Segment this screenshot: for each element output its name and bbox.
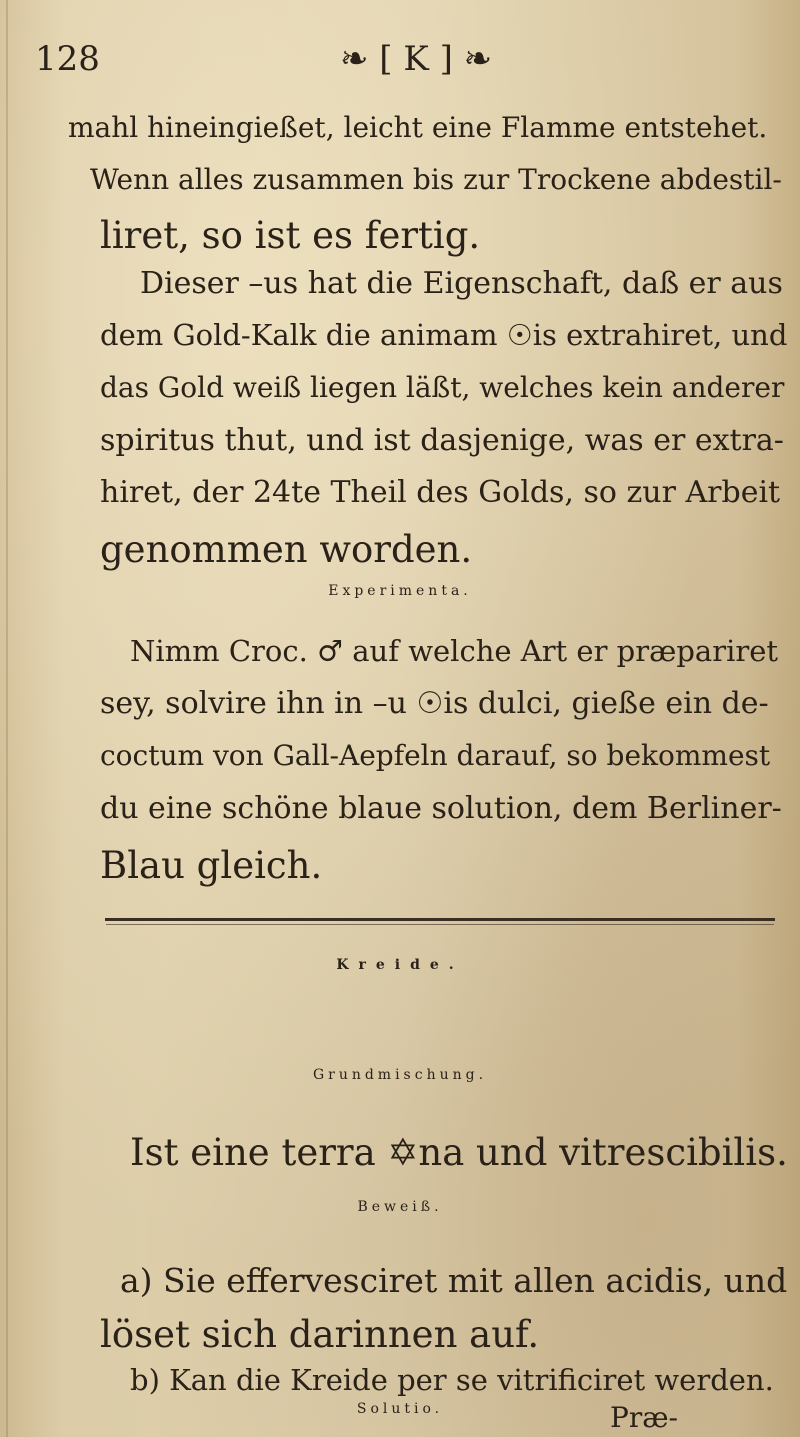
text-line: liret, so ist es fertig. xyxy=(100,214,481,257)
text-line: genommen worden. xyxy=(100,528,473,571)
text-line: hiret, der 24te Theil des Golds, so zur Arbeit xyxy=(100,475,781,510)
text-line: löset sich darinnen auf. xyxy=(100,1313,540,1356)
section-heading-experimenta: Experimenta. xyxy=(328,583,472,599)
text-line: spiritus thut, und ist dasjenige, was er extra- xyxy=(100,423,784,458)
text-line: b) Kan die Kreide per se vitrificiret werden. xyxy=(130,1363,774,1397)
text-line: sey, solvire ihn in –u ☉is dulci, gieße ein de- xyxy=(100,686,769,721)
text-line: a) Sie effervesciret mit allen acidis, und xyxy=(120,1261,788,1300)
page-number: 128 xyxy=(35,39,100,79)
header-ornament: ❧ [ K ] ❧ xyxy=(340,39,493,79)
section-heading-grundmischung: Grundmischung. xyxy=(312,1067,488,1083)
text-line: Nimm Croc. ♂ auf welche Art er præpariret xyxy=(130,634,779,668)
text-line: Wenn alles zusammen bis zur Trockene abdestil- xyxy=(90,163,782,196)
text-line: das Gold weiß liegen läßt, welches kein anderer xyxy=(100,371,785,404)
text-line: Blau gleich. xyxy=(100,844,323,887)
catchword: Præ- xyxy=(610,1401,679,1434)
section-heading-solutio: Solutio. xyxy=(356,1401,444,1417)
section-divider xyxy=(105,918,775,921)
text-line: Dieser –us hat die Eigenschaft, daß er aus xyxy=(140,266,783,301)
text-line: Ist eine terra ✡na und vitrescibilis. xyxy=(130,1131,788,1174)
text-line: mahl hineingießet, leicht eine Flamme entstehet. xyxy=(68,111,768,144)
text-line: du eine schöne blaue solution, dem Berliner- xyxy=(100,791,782,826)
section-heading-beweis: Beweiß. xyxy=(357,1199,443,1215)
page-edge-shadow xyxy=(6,0,8,1437)
chapter-title: Kreide. xyxy=(336,957,464,973)
text-line: dem Gold-Kalk die animam ☉is extrahiret, und xyxy=(100,318,788,352)
text-line: coctum von Gall-Aepfeln darauf, so bekommest xyxy=(100,739,771,772)
